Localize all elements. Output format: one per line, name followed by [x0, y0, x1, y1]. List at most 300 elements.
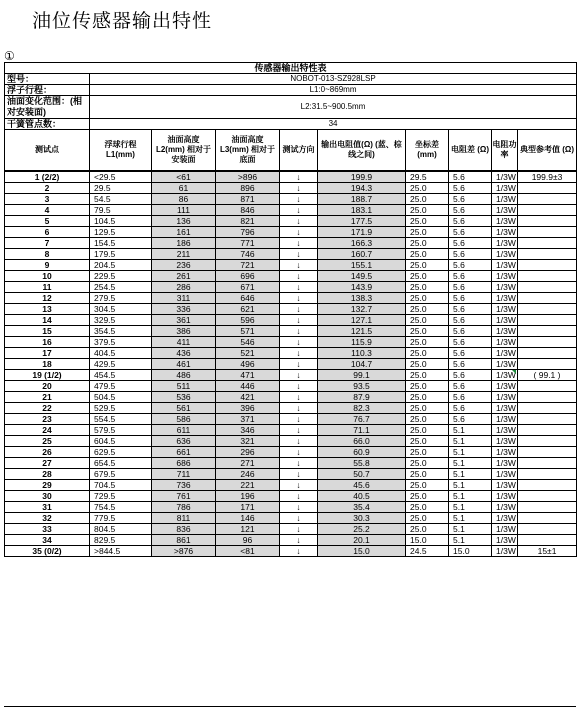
typical-value-cell [518, 183, 577, 194]
l3-height-cell: 321 [216, 436, 280, 447]
direction-cell: ↓ [280, 271, 318, 282]
float-stroke-cell: 404.5 [90, 348, 152, 359]
float-stroke-cell: 679.5 [90, 469, 152, 480]
power-cell: 1/3W [492, 502, 518, 513]
power-cell: 1/3W [492, 524, 518, 535]
resistance-diff-cell: 5.6 [449, 348, 492, 359]
resistance-cell: 199.9 [318, 171, 406, 183]
resistance-diff-cell: 5.6 [449, 392, 492, 403]
resistance-diff-cell: 5.6 [449, 227, 492, 238]
resistance-cell: 138.3 [318, 293, 406, 304]
l2-height-cell: 586 [152, 414, 216, 425]
table-row [5, 326, 577, 337]
resistance-cell: 160.7 [318, 249, 406, 260]
direction-cell: ↓ [280, 458, 318, 469]
resistance-cell: 99.1 [318, 370, 406, 381]
l2-height-cell: <61 [152, 171, 216, 183]
l3-height-cell: 296 [216, 447, 280, 458]
typical-value-cell [518, 524, 577, 535]
l2-height-cell: 636 [152, 436, 216, 447]
test-point-cell: 8 [5, 249, 90, 260]
test-point-cell: 29 [5, 480, 90, 491]
typical-value-cell [518, 293, 577, 304]
l2-height-cell: 361 [152, 315, 216, 326]
typical-value-cell [518, 238, 577, 249]
resistance-diff-cell: 5.1 [449, 458, 492, 469]
direction-cell: ↓ [280, 216, 318, 227]
direction-cell: ↓ [280, 546, 318, 557]
coord-diff-cell: 25.0 [406, 524, 449, 535]
direction-cell: ↓ [280, 447, 318, 458]
header-point: 测试点 [5, 130, 90, 172]
typical-value-cell [518, 513, 577, 524]
table-row [5, 469, 577, 480]
float-stroke-cell: 629.5 [90, 447, 152, 458]
resistance-diff-cell: 5.6 [449, 216, 492, 227]
test-point-cell: 7 [5, 238, 90, 249]
coord-diff-cell: 25.0 [406, 513, 449, 524]
oil-range-value: L2:31.5~900.5mm [90, 96, 577, 119]
test-point-cell: 33 [5, 524, 90, 535]
test-point-cell: 2 [5, 183, 90, 194]
direction-cell: ↓ [280, 337, 318, 348]
typical-value-cell [518, 348, 577, 359]
resistance-cell: 87.9 [318, 392, 406, 403]
l2-height-cell: 836 [152, 524, 216, 535]
coord-diff-cell: 24.5 [406, 546, 449, 557]
coord-diff-cell: 25.0 [406, 469, 449, 480]
resistance-diff-cell: 5.6 [449, 381, 492, 392]
power-cell: 1/3W [492, 183, 518, 194]
power-cell: 1/3W [492, 348, 518, 359]
float-stroke-cell: 604.5 [90, 436, 152, 447]
resistance-cell: 71.1 [318, 425, 406, 436]
resistance-diff-cell: 5.6 [449, 282, 492, 293]
l3-height-cell: <81 [216, 546, 280, 557]
l3-height-cell: 446 [216, 381, 280, 392]
resistance-cell: 66.0 [318, 436, 406, 447]
float-value: L1:0~869mm [90, 85, 577, 96]
direction-cell: ↓ [280, 436, 318, 447]
power-cell: 1/3W [492, 260, 518, 271]
table-row [5, 425, 577, 436]
coord-diff-cell: 25.0 [406, 436, 449, 447]
coord-diff-cell: 25.0 [406, 293, 449, 304]
float-stroke-cell: 104.5 [90, 216, 152, 227]
l3-height-cell: 196 [216, 491, 280, 502]
power-cell: 1/3W [492, 326, 518, 337]
float-stroke-cell: 379.5 [90, 337, 152, 348]
coord-diff-cell: 15.0 [406, 535, 449, 546]
power-cell: 1/3W [492, 216, 518, 227]
resistance-diff-cell: 5.1 [449, 425, 492, 436]
table-row [5, 359, 577, 370]
coord-diff-cell: 25.0 [406, 392, 449, 403]
direction-cell: ↓ [280, 304, 318, 315]
l3-height-cell: 221 [216, 480, 280, 491]
l2-height-cell: 136 [152, 216, 216, 227]
header-direction: 测试方向 [280, 130, 318, 172]
direction-cell: ↓ [280, 469, 318, 480]
test-point-cell: 35 (0/2) [5, 546, 90, 557]
float-stroke-cell: 204.5 [90, 260, 152, 271]
typical-value-cell [518, 502, 577, 513]
test-point-cell: 5 [5, 216, 90, 227]
coord-diff-cell: 25.0 [406, 271, 449, 282]
resistance-cell: 25.2 [318, 524, 406, 535]
direction-cell: ↓ [280, 480, 318, 491]
resistance-cell: 171.9 [318, 227, 406, 238]
float-stroke-cell: >844.5 [90, 546, 152, 557]
l3-height-cell: 271 [216, 458, 280, 469]
typical-value-cell [518, 216, 577, 227]
resistance-cell: 82.3 [318, 403, 406, 414]
l3-height-cell: 521 [216, 348, 280, 359]
resistance-diff-cell: 5.1 [449, 469, 492, 480]
resistance-cell: 127.1 [318, 315, 406, 326]
table-title: 传感器输出特性表 [5, 63, 577, 74]
typical-value-cell [518, 480, 577, 491]
resistance-diff-cell: 5.1 [449, 447, 492, 458]
resistance-cell: 40.5 [318, 491, 406, 502]
coord-diff-cell: 25.0 [406, 227, 449, 238]
test-point-cell: 13 [5, 304, 90, 315]
test-point-cell: 32 [5, 513, 90, 524]
typical-value-cell [518, 381, 577, 392]
float-stroke-cell: 454.5 [90, 370, 152, 381]
resistance-diff-cell: 5.6 [449, 171, 492, 183]
coord-diff-cell: 25.0 [406, 249, 449, 260]
float-stroke-cell: 654.5 [90, 458, 152, 469]
table-row [5, 480, 577, 491]
typical-value-cell [518, 337, 577, 348]
float-stroke-cell: 354.5 [90, 326, 152, 337]
float-stroke-cell: 704.5 [90, 480, 152, 491]
header-resistance-diff: 电阻差 (Ω) [449, 130, 492, 172]
direction-cell: ↓ [280, 359, 318, 370]
typical-value-cell [518, 194, 577, 205]
l3-height-cell: 396 [216, 403, 280, 414]
resistance-cell: 30.3 [318, 513, 406, 524]
test-point-cell: 28 [5, 469, 90, 480]
table-row [5, 458, 577, 469]
table-title-row [5, 63, 577, 74]
coord-diff-cell: 25.0 [406, 491, 449, 502]
resistance-diff-cell: 5.6 [449, 238, 492, 249]
float-stroke-cell: 429.5 [90, 359, 152, 370]
float-stroke-cell: 504.5 [90, 392, 152, 403]
info-row-float [5, 85, 577, 96]
direction-cell: ↓ [280, 381, 318, 392]
info-row-model [5, 74, 577, 85]
l2-height-cell: 161 [152, 227, 216, 238]
power-cell: 1/3W [492, 458, 518, 469]
direction-cell: ↓ [280, 425, 318, 436]
test-point-cell: 14 [5, 315, 90, 326]
float-stroke-cell: 554.5 [90, 414, 152, 425]
typical-value-cell [518, 403, 577, 414]
test-point-cell: 4 [5, 205, 90, 216]
l2-height-cell: 786 [152, 502, 216, 513]
typical-value-cell [518, 469, 577, 480]
coord-diff-cell: 25.0 [406, 304, 449, 315]
coord-diff-cell: 25.0 [406, 425, 449, 436]
direction-cell: ↓ [280, 491, 318, 502]
table-row [5, 205, 577, 216]
table-row [5, 414, 577, 425]
coord-diff-cell: 25.0 [406, 260, 449, 271]
resistance-diff-cell: 5.6 [449, 359, 492, 370]
resistance-cell: 15.0 [318, 546, 406, 557]
table-row [5, 304, 577, 315]
table-row [5, 315, 577, 326]
model-label: 型号： [5, 74, 90, 85]
resistance-diff-cell: 5.6 [449, 315, 492, 326]
l3-height-cell: 746 [216, 249, 280, 260]
l2-height-cell: 536 [152, 392, 216, 403]
test-point-cell: 22 [5, 403, 90, 414]
info-row-oil [5, 96, 577, 119]
power-cell: 1/3W [492, 249, 518, 260]
l3-height-cell: 821 [216, 216, 280, 227]
l3-height-cell: 96 [216, 535, 280, 546]
direction-cell: ↓ [280, 392, 318, 403]
l2-height-cell: 211 [152, 249, 216, 260]
l2-height-cell: 686 [152, 458, 216, 469]
resistance-diff-cell: 5.6 [449, 326, 492, 337]
l3-height-cell: 121 [216, 524, 280, 535]
resistance-diff-cell: 5.1 [449, 513, 492, 524]
table-row [5, 491, 577, 502]
typical-value-cell [518, 315, 577, 326]
power-cell: 1/3W [492, 480, 518, 491]
l3-height-cell: 671 [216, 282, 280, 293]
float-stroke-cell: 729.5 [90, 491, 152, 502]
direction-cell: ↓ [280, 249, 318, 260]
power-cell: 1/3W [492, 381, 518, 392]
reed-label: 干簧管点数： [5, 119, 90, 130]
l2-height-cell: 411 [152, 337, 216, 348]
resistance-cell: 50.7 [318, 469, 406, 480]
resistance-cell: 115.9 [318, 337, 406, 348]
l2-height-cell: 236 [152, 260, 216, 271]
test-point-cell: 24 [5, 425, 90, 436]
test-point-cell: 23 [5, 414, 90, 425]
test-point-cell: 10 [5, 271, 90, 282]
table-row [5, 293, 577, 304]
resistance-diff-cell: 5.1 [449, 480, 492, 491]
test-point-cell: 31 [5, 502, 90, 513]
direction-cell: ↓ [280, 403, 318, 414]
resistance-cell: 93.5 [318, 381, 406, 392]
direction-cell: ↓ [280, 282, 318, 293]
test-point-cell: 15 [5, 326, 90, 337]
power-cell: 1/3W [492, 425, 518, 436]
typical-value-cell: 199.9±3 [518, 171, 577, 183]
l2-height-cell: 61 [152, 183, 216, 194]
power-cell: 1/3W [492, 447, 518, 458]
circled-marker: ① [4, 49, 15, 63]
l2-height-cell: 311 [152, 293, 216, 304]
test-point-cell: 16 [5, 337, 90, 348]
test-point-cell: 12 [5, 293, 90, 304]
typical-value-cell [518, 249, 577, 260]
resistance-cell: 149.5 [318, 271, 406, 282]
test-point-cell: 1 (2/2) [5, 171, 90, 183]
coord-diff-cell: 25.0 [406, 183, 449, 194]
resistance-cell: 121.5 [318, 326, 406, 337]
test-point-cell: 17 [5, 348, 90, 359]
float-stroke-cell: 529.5 [90, 403, 152, 414]
l3-height-cell: 171 [216, 502, 280, 513]
float-stroke-cell: 579.5 [90, 425, 152, 436]
l2-height-cell: 386 [152, 326, 216, 337]
direction-cell: ↓ [280, 171, 318, 183]
float-stroke-cell: 304.5 [90, 304, 152, 315]
table-row [5, 249, 577, 260]
l2-height-cell: 336 [152, 304, 216, 315]
power-cell: 1/3W [492, 535, 518, 546]
l3-height-cell: 846 [216, 205, 280, 216]
float-stroke-cell: 754.5 [90, 502, 152, 513]
resistance-cell: 76.7 [318, 414, 406, 425]
table-row [5, 370, 577, 381]
coord-diff-cell: 25.0 [406, 447, 449, 458]
typical-value-cell [518, 359, 577, 370]
resistance-cell: 188.7 [318, 194, 406, 205]
direction-cell: ↓ [280, 414, 318, 425]
header-coord-diff: 坐标差 (mm) [406, 130, 449, 172]
sensor-output-table [4, 62, 577, 557]
table-row [5, 502, 577, 513]
table-row [5, 227, 577, 238]
model-value: NOBOT-013-SZ928LSP [90, 74, 577, 85]
typical-value-cell [518, 227, 577, 238]
float-stroke-cell: 29.5 [90, 183, 152, 194]
resistance-diff-cell: 5.6 [449, 194, 492, 205]
test-point-cell: 27 [5, 458, 90, 469]
power-cell: 1/3W [492, 392, 518, 403]
float-stroke-cell: 804.5 [90, 524, 152, 535]
header-l3: 油面高度 L3(mm) 相对于底面 [216, 130, 280, 172]
resistance-diff-cell: 5.6 [449, 370, 492, 381]
resistance-diff-cell: 5.6 [449, 205, 492, 216]
typical-value-cell: ( 99.1 ) [518, 370, 577, 381]
float-stroke-cell: 829.5 [90, 535, 152, 546]
test-point-cell: 3 [5, 194, 90, 205]
power-cell: 1/3W [492, 359, 518, 370]
coord-diff-cell: 25.0 [406, 370, 449, 381]
header-l2: 油面高度 L2(mm) 相对于安装面 [152, 130, 216, 172]
l3-height-cell: 371 [216, 414, 280, 425]
direction-cell: ↓ [280, 348, 318, 359]
resistance-diff-cell: 5.6 [449, 304, 492, 315]
table-row [5, 447, 577, 458]
l3-height-cell: 721 [216, 260, 280, 271]
direction-cell: ↓ [280, 238, 318, 249]
resistance-cell: 110.3 [318, 348, 406, 359]
resistance-cell: 104.7 [318, 359, 406, 370]
test-point-cell: 34 [5, 535, 90, 546]
resistance-cell: 55.8 [318, 458, 406, 469]
power-cell: 1/3W [492, 491, 518, 502]
power-cell: 1/3W [492, 513, 518, 524]
header-resistance: 输出电阻值(Ω) (蓝、棕线之间) [318, 130, 406, 172]
resistance-cell: 35.4 [318, 502, 406, 513]
l2-height-cell: 861 [152, 535, 216, 546]
direction-cell: ↓ [280, 502, 318, 513]
table-row [5, 260, 577, 271]
float-stroke-cell: 329.5 [90, 315, 152, 326]
power-cell: 1/3W [492, 546, 518, 557]
power-cell: 1/3W [492, 469, 518, 480]
direction-cell: ↓ [280, 205, 318, 216]
resistance-diff-cell: 5.6 [449, 414, 492, 425]
typical-value-cell [518, 425, 577, 436]
header-power: 电阻功率 [492, 130, 518, 172]
power-cell: 1/3W [492, 227, 518, 238]
coord-diff-cell: 25.0 [406, 315, 449, 326]
table-row [5, 282, 577, 293]
power-cell: 1/3W [492, 282, 518, 293]
l3-height-cell: 771 [216, 238, 280, 249]
resistance-cell: 155.1 [318, 260, 406, 271]
resistance-cell: 132.7 [318, 304, 406, 315]
typical-value-cell [518, 458, 577, 469]
float-stroke-cell: 154.5 [90, 238, 152, 249]
resistance-diff-cell: 5.6 [449, 293, 492, 304]
l3-height-cell: 346 [216, 425, 280, 436]
l2-height-cell: 736 [152, 480, 216, 491]
l3-height-cell: 896 [216, 183, 280, 194]
power-cell: 1/3W [492, 414, 518, 425]
coord-diff-cell: 25.0 [406, 216, 449, 227]
page-title: 油位传感器输出特性 [32, 10, 213, 32]
power-cell: 1/3W [492, 436, 518, 447]
float-stroke-cell: 779.5 [90, 513, 152, 524]
typical-value-cell [518, 392, 577, 403]
l3-height-cell: 571 [216, 326, 280, 337]
test-point-cell: 20 [5, 381, 90, 392]
direction-cell: ↓ [280, 227, 318, 238]
oil-range-label: 油面变化范围：(相对安装面) [5, 96, 90, 119]
test-point-cell: 9 [5, 260, 90, 271]
coord-diff-cell: 25.0 [406, 348, 449, 359]
l3-height-cell: 546 [216, 337, 280, 348]
float-stroke-cell: <29.5 [90, 171, 152, 183]
l3-height-cell: 871 [216, 194, 280, 205]
table-row [5, 171, 577, 183]
l2-height-cell: 461 [152, 359, 216, 370]
direction-cell: ↓ [280, 260, 318, 271]
resistance-cell: 183.1 [318, 205, 406, 216]
header-typical: 典型参考值 (Ω) [518, 130, 577, 172]
coord-diff-cell: 25.0 [406, 403, 449, 414]
l3-height-cell: >896 [216, 171, 280, 183]
table-row [5, 436, 577, 447]
coord-diff-cell: 25.0 [406, 458, 449, 469]
float-stroke-cell: 279.5 [90, 293, 152, 304]
table-row [5, 348, 577, 359]
direction-cell: ↓ [280, 370, 318, 381]
float-stroke-cell: 229.5 [90, 271, 152, 282]
table-row [5, 513, 577, 524]
resistance-diff-cell: 5.1 [449, 524, 492, 535]
direction-cell: ↓ [280, 326, 318, 337]
power-cell: 1/3W [492, 304, 518, 315]
coord-diff-cell: 29.5 [406, 171, 449, 183]
typical-value-cell [518, 205, 577, 216]
